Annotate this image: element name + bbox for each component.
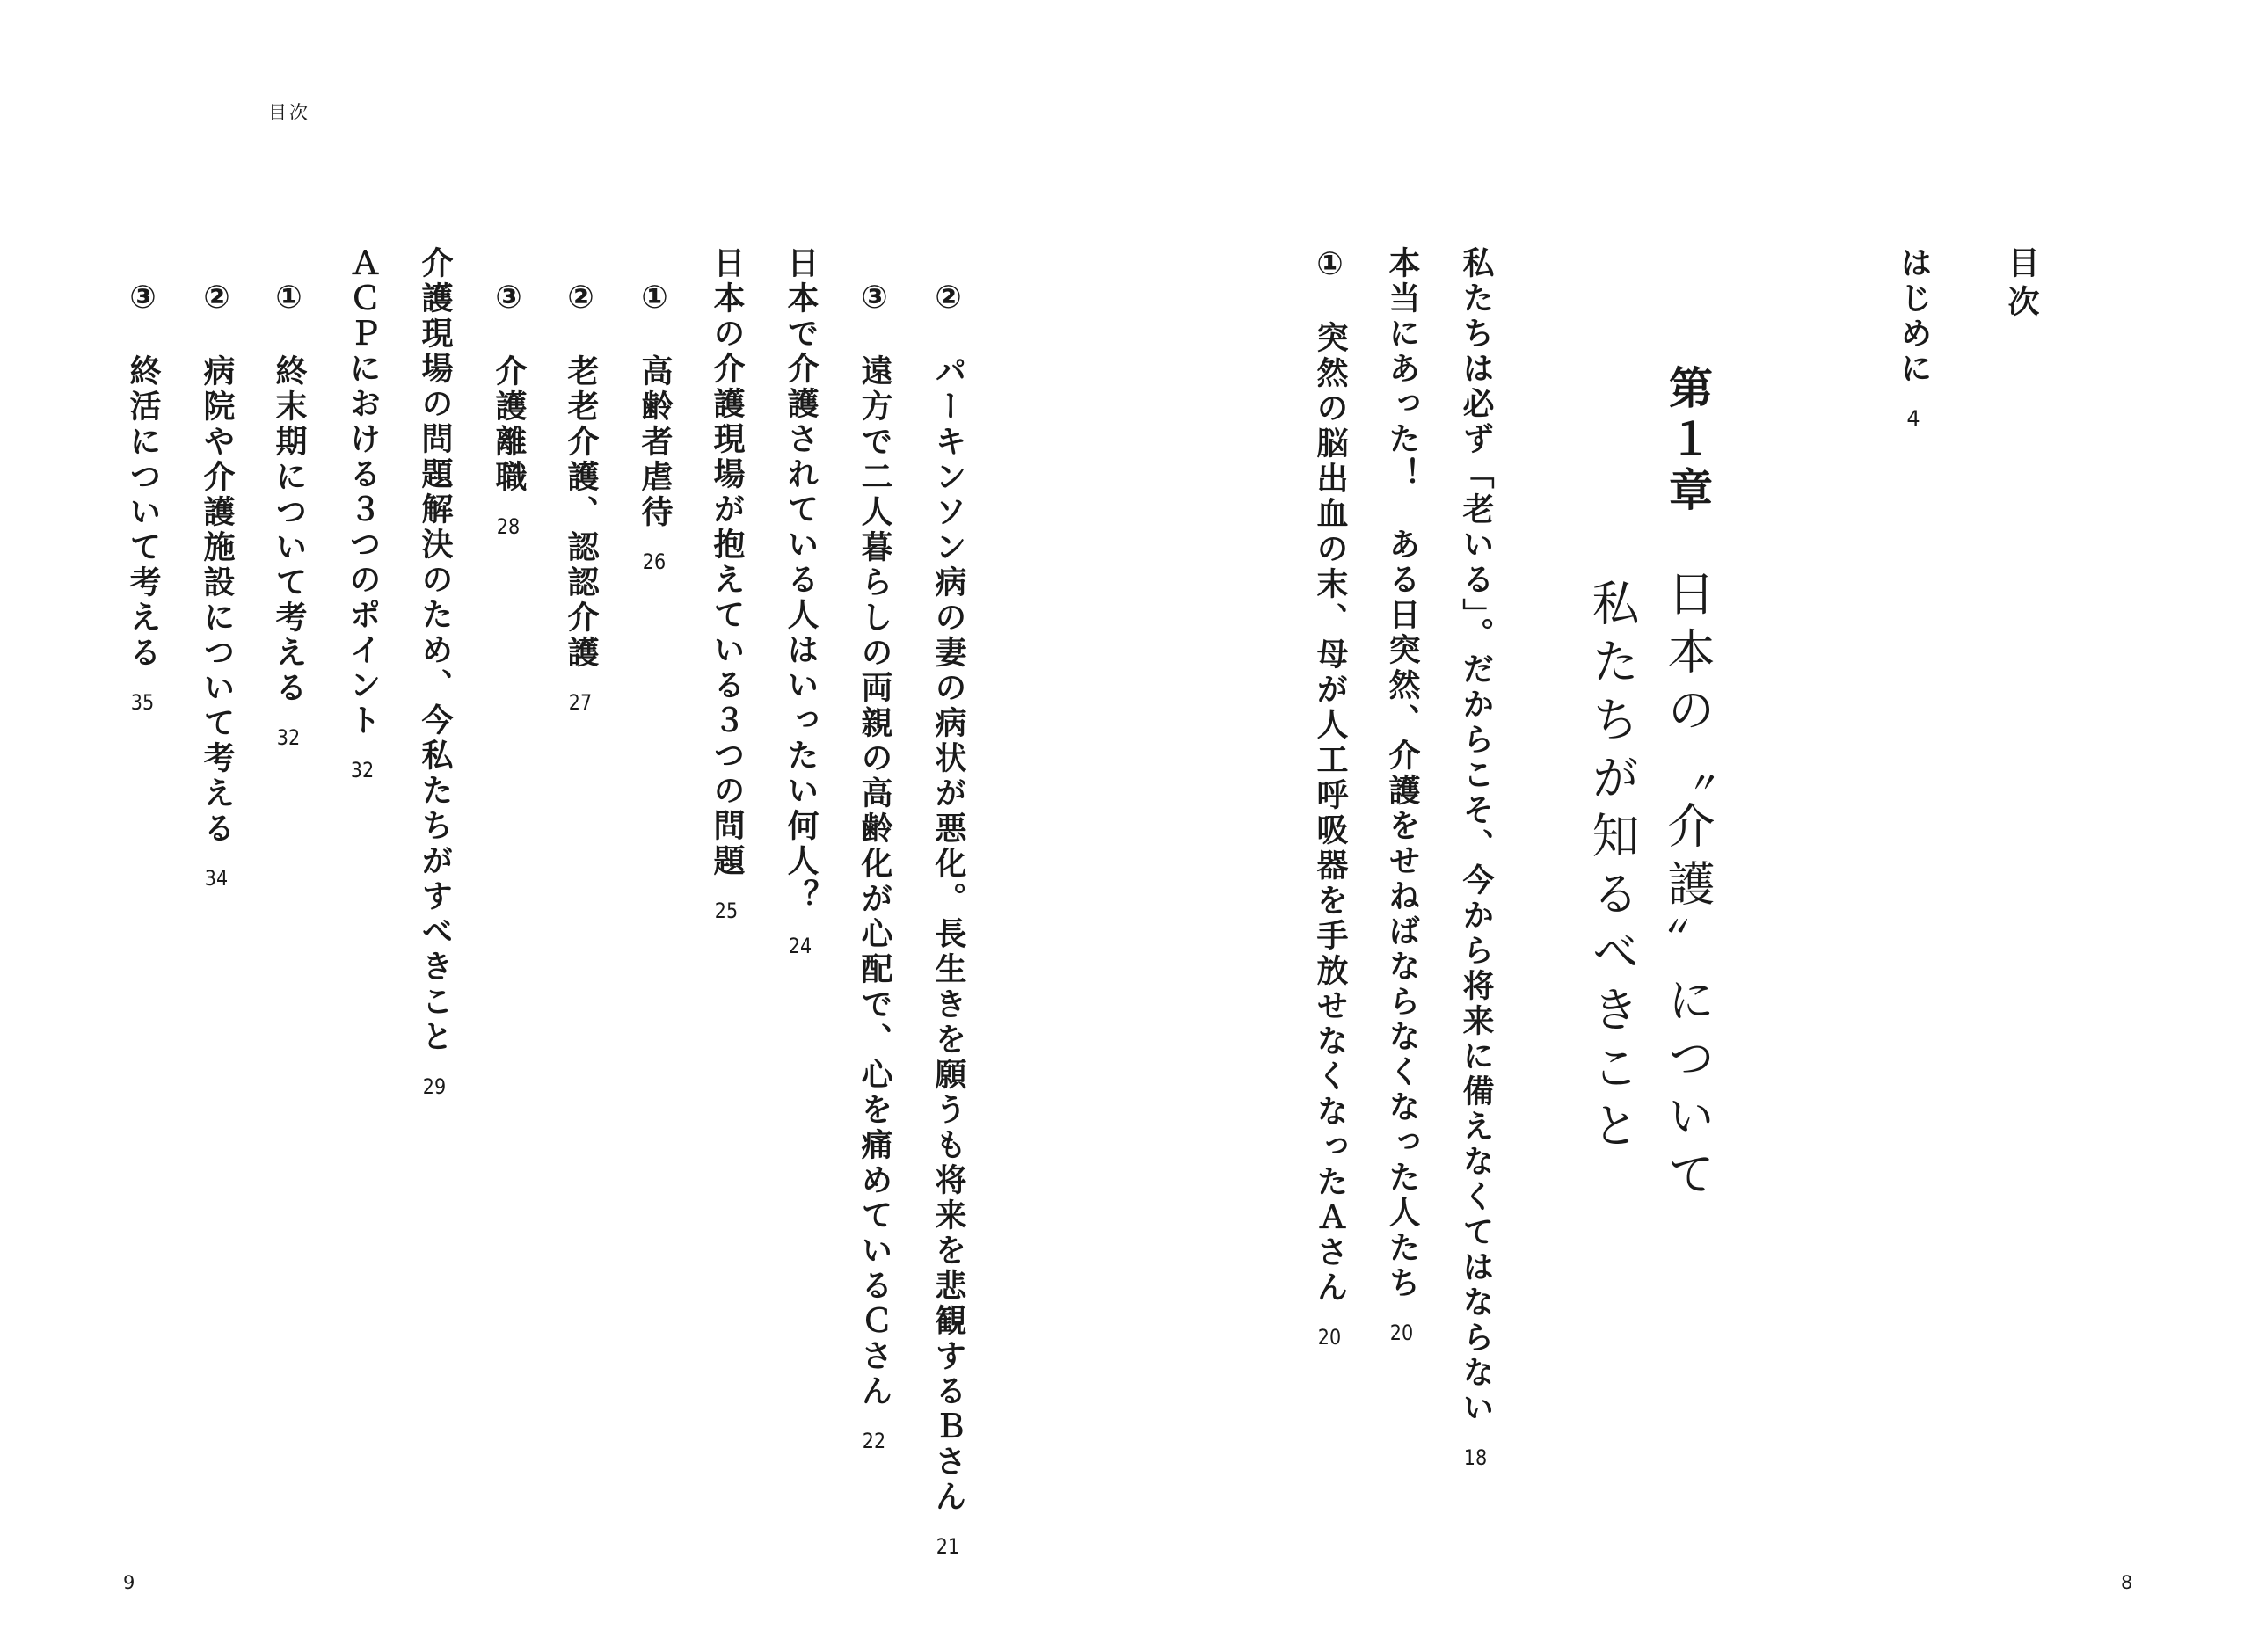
toc-entry-title: ① 高齢者虐待 [637,280,673,530]
toc-entry[interactable] [491,280,527,537]
toc-entry[interactable] [1312,246,1348,1348]
page-number-right: 8 [2121,1572,2133,1593]
toc-entry-page: 21 [936,1536,960,1557]
toc-entry[interactable] [345,246,381,781]
toc-entry-page: 20 [1317,1327,1342,1348]
toc-entry-title: 日本で介護されている人はいったい何人？ [783,246,819,914]
toc-entry[interactable] [417,246,453,1097]
toc-entry-title: ③ 終活について考える [125,280,161,671]
toc-entry[interactable] [858,280,890,1452]
toc-entry-page: 24 [788,935,812,957]
toc-entry-title: ③ 介護離職 [491,280,527,495]
chapter-label [1660,365,1716,1207]
toc-entry[interactable] [783,246,819,957]
toc-entry-intro[interactable] [1896,246,1932,429]
toc-entry-page: 35 [130,692,155,713]
toc-entry-title: 介護現場の問題解決のため、今私たちがすべきこと [417,246,453,1055]
running-head: 目次 [268,102,310,123]
toc-entry-page: 18 [1463,1447,1488,1468]
toc-entry-title: ① 終末期について考える [271,280,307,706]
toc-entry-page: 27 [568,692,593,713]
toc-entry-title: ③ 遠方で二人暮らしの両親の高齢化が心配で、心を痛めているＣさん [856,280,892,1409]
toc-entry[interactable] [1384,246,1420,1343]
toc-entry-page: 20 [1389,1322,1414,1343]
toc-title: 目次 [2003,246,2039,324]
toc-entry-title: ＡＣＰにおける３つのポイント [345,246,381,739]
toc-entry[interactable] [709,246,745,921]
toc-entry-page: 22 [862,1430,886,1452]
toc-entry-page: 34 [204,868,229,889]
toc-entry[interactable] [199,280,235,889]
toc-entry-title: ② パーキンソン病の妻の病状が悪化。長生きを願うも将来を悲観するＢさん [930,280,966,1515]
toc-entry[interactable] [932,280,964,1557]
toc-entry[interactable] [271,280,307,748]
toc-entry[interactable] [125,280,161,713]
toc-entry-title: ① 突然の脳出血の末、母が人工呼吸器を手放せなくなったＡさん [1312,246,1348,1306]
toc-entry-page: 26 [642,551,667,572]
toc-entry-title: 私たちは必ず「老いる」。だからこそ、今から将来に備えなくてはならない [1458,246,1494,1426]
toc-entry[interactable] [637,280,673,572]
toc-entry-page: 25 [714,900,739,921]
toc-entry-title: ② 老老介護、認認介護 [563,280,599,671]
chapter-title-line1: 日本の〝介護〟について [1660,569,1716,1207]
toc-entry-page: 32 [350,760,375,781]
toc-entry-title: はじめに [1896,246,1932,387]
toc-entry-title: 本当にあった！ ある日突然、介護をせねばならなくなった人たち [1384,246,1420,1301]
toc-entry-page: 4 [1906,408,1920,429]
toc-entry[interactable] [563,280,599,713]
toc-entry-title: 日本の介護現場が抱えている３つの問題 [709,246,745,879]
chapter-title-line2-text: 私たちが知るべきこと [1584,579,1640,1159]
chapter-title-line2 [1584,579,1640,1159]
toc-entry[interactable] [1458,246,1494,1468]
chapter-label-text: 第１章 [1662,365,1713,518]
page-number-left: 9 [123,1572,135,1593]
toc-entry-title: ② 病院や介護施設について考える [199,280,235,847]
toc-entry-page: 28 [496,516,521,537]
toc-entry-page: 29 [422,1076,447,1097]
toc-entry-page: 32 [276,727,301,748]
